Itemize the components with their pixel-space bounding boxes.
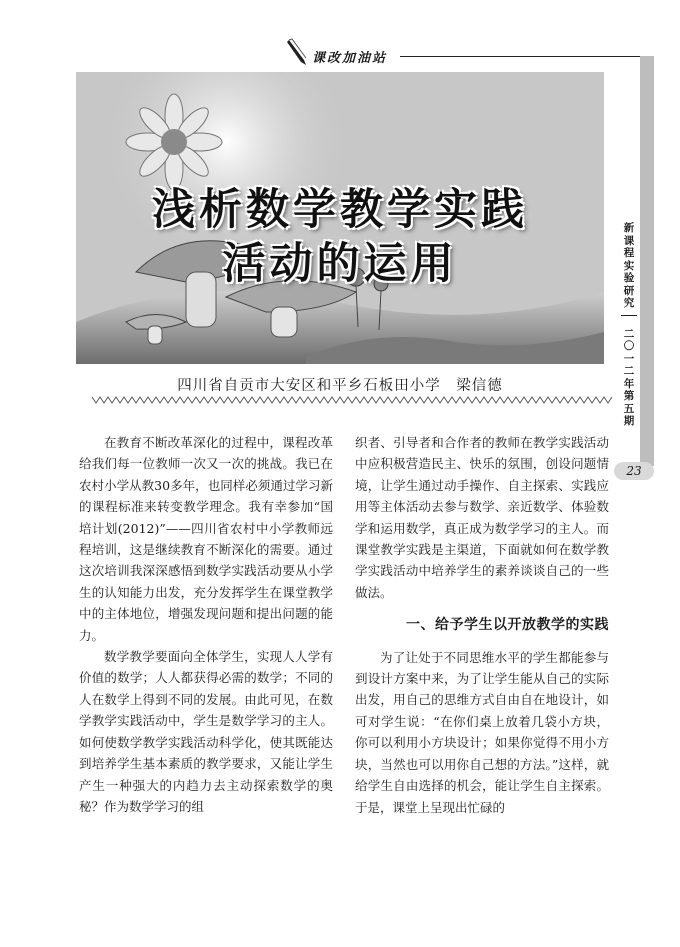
article-title-line-2: 活动的运用 [222, 239, 458, 289]
left-column [79, 432, 333, 817]
page-number: 23 [614, 462, 654, 480]
sidebar-strip [640, 56, 654, 466]
paragraph: 织者、引导者和合作者的教师在教学实践活动中应积极营造民主、快乐的氛围，创设问题情境，让学生通过动手操作、自主探索、实践应用等主体活动去参与数学、亲近数学、体验数学和运用数学，真正成为数学学习的主人。而课堂教学实践是主渠道，下面就如何在数学教学实践活动中培养学生的素养谈谈自己的一些做法。 [355, 435, 609, 600]
right-column [355, 432, 609, 818]
section-heading: 一、给予学生以开放教学的实践 [406, 617, 609, 634]
article-title-line-1: 浅析数学教学实践 [152, 185, 528, 235]
pen-icon [286, 38, 310, 66]
author-line: 四川省自贡市大安区和平乡石板田小学 梁信德 [177, 378, 503, 394]
title-banner [76, 72, 604, 364]
decorative-wave-divider [92, 395, 616, 405]
section-name: 课改加油站 [312, 51, 388, 66]
header-rule [400, 56, 644, 57]
journal-name: 新课程实验研究 [623, 222, 635, 309]
issue-label: 二〇一二年 第五期 [623, 327, 635, 427]
sidebar-journal-name [621, 222, 637, 428]
paragraph: 为了让处于不同思维水平的学生都能参与到设计方案中来，为了让学生能从自己的实际出发，用自己的思维方式自由自在地设计，如可对学生说：“在你们桌上放着几袋小方块，你可以利用小方块设计；如果你觉得不用小方块，当然也可以用你自己想的方法。”这样，就给学生自由选择的机会，能让学生自主探索。于是，课堂上呈现出忙碌的 [355, 649, 609, 815]
paragraph: 数学教学要面向全体学生，实现人人学有价值的数学；人人都获得必需的数学；不同的人在数学上得到不同的发展。由此可见，在数学教学实践活动中，学生是数学学习的主人。如何使数学教学实践活动科学化，使其既能达到培养学生基本素质的教学要求，又能让学生产生一种强大的内趋力去主动探索数学的奥秘？作为数学学习的组 [79, 649, 333, 814]
running-header [270, 38, 650, 68]
paragraph: 在教育不断改革深化的过程中，课程改革给我们每一位教师一次又一次的挑战。我已在农村小学从教30多年，也同样必须通过学习新的课程标准来转变教学理念。我有幸参加“国培计划(2012)”——四川省农村中小学教师远程培训，这是继续教育不断深化的需要。通过这次培训我深深感悟到数学实践活动要从小学生的认知能力出发，充分发挥学生在课堂教学中的主体地位，增强发现问题和提出问题的能力。 [79, 435, 333, 643]
